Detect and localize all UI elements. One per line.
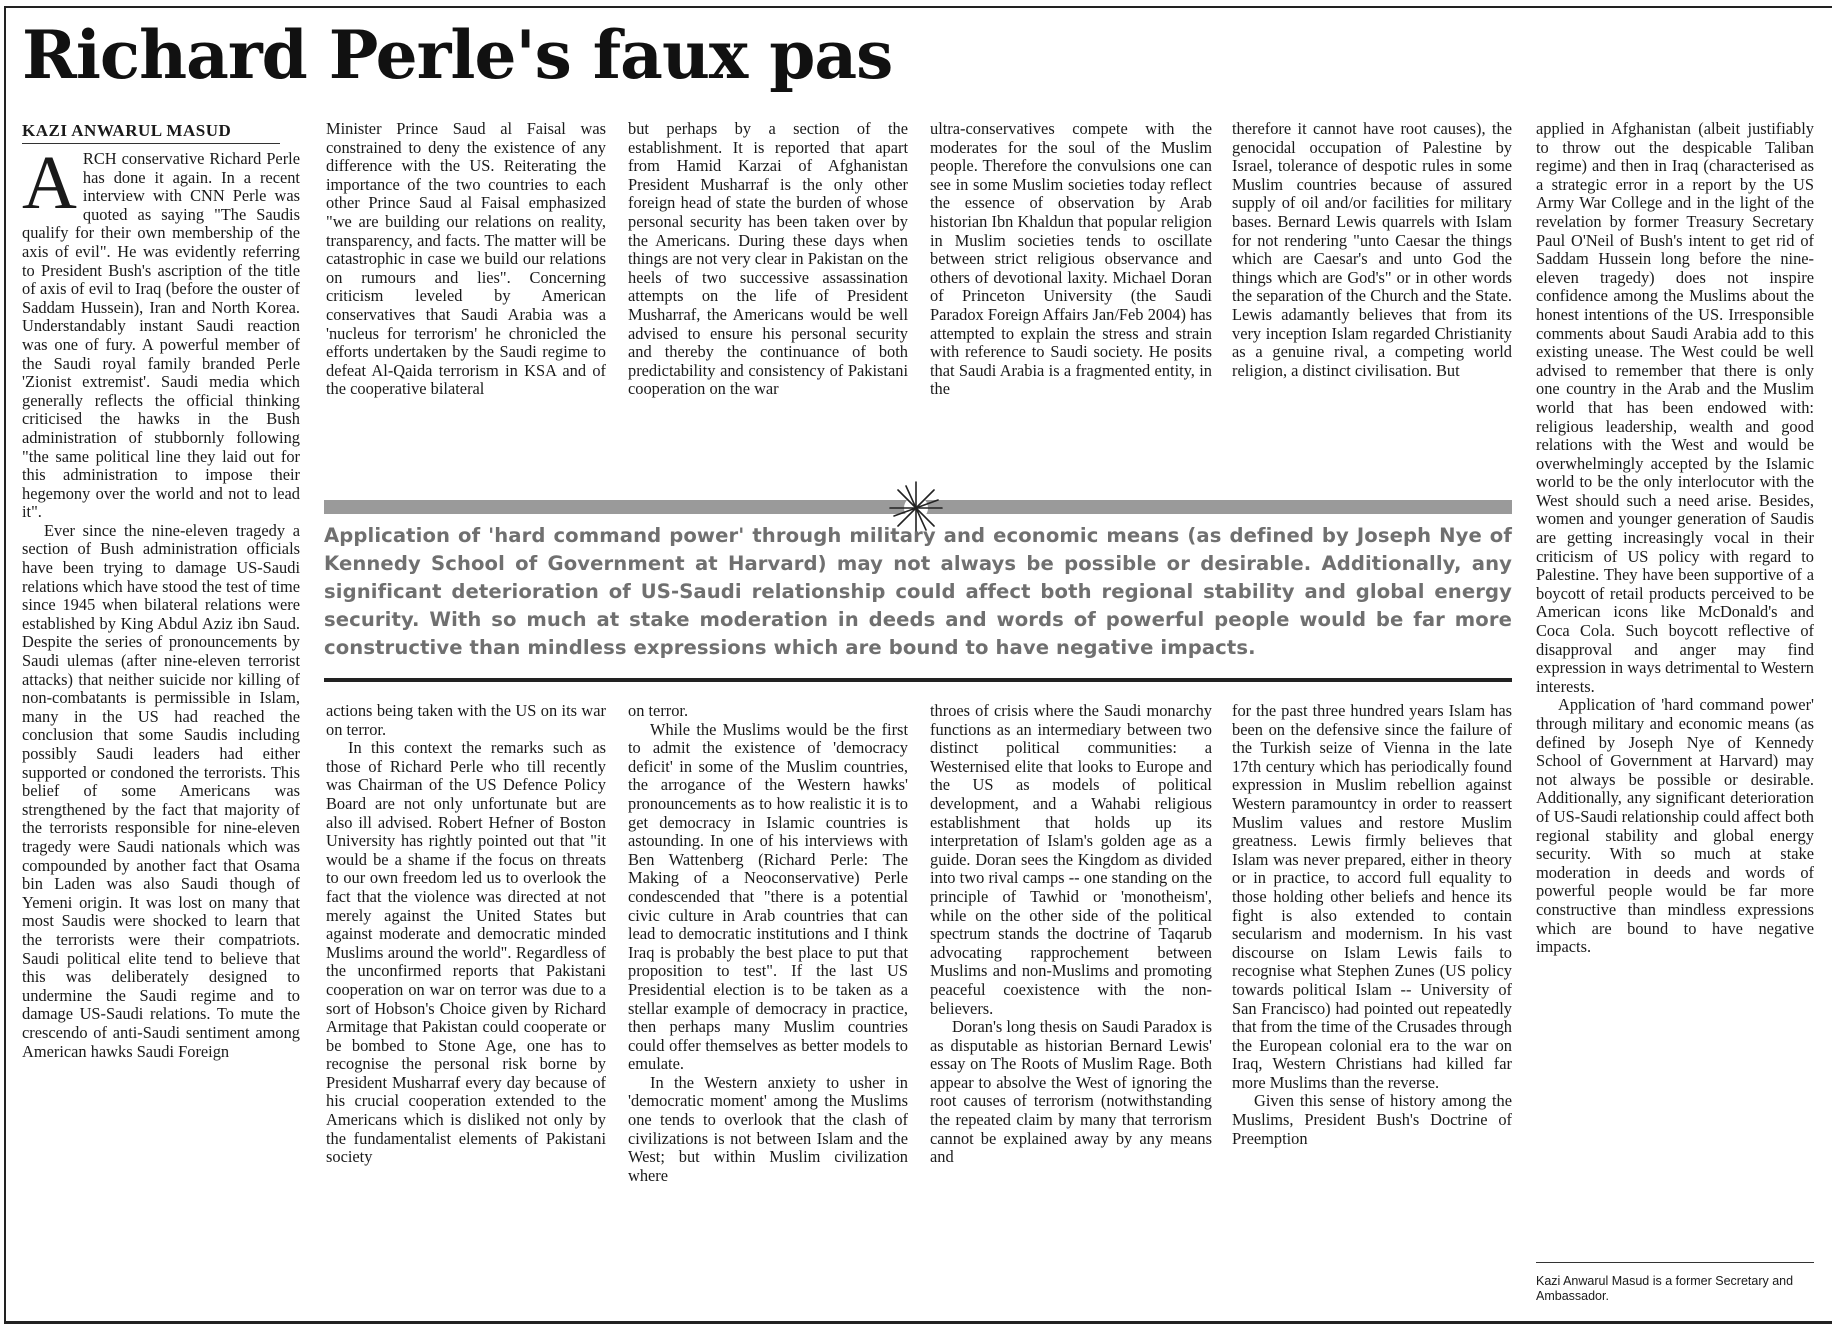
column-3-lower-paragraph: on terror.	[628, 701, 689, 720]
byline: KAZI ANWARUL MASUD	[22, 121, 280, 144]
column-5-lower-paragraph: for the past three hundred years Islam has been on the defensive since the failure of the Turkish seize of Vienna in the late 17th century which has periodically found expression in Muslim rebellion against Western paramountcy in order to reassert Muslim values and restore Muslim greatness. Lewis firmly believes that Islam was never prepared, either in theory or in practice, to accord full equality to those holding other beliefs and hence its fight is also extended to contain secularism and modernism. In his vast discourse on Islam Lewis fails to recognise what Stephen Zunes (US policy towards political Islam -- University of San Francisco) had pointed out repeatedly that from the time of the Crusades through the European colonial era to the war on Iraq, Western Christians had killed far more Muslims than the reverse.	[1232, 701, 1512, 1092]
column-2-upper	[326, 120, 606, 399]
column-4-upper	[930, 120, 1212, 399]
column-2-lower-paragraph: In this context the remarks such as those of Richard Perle who till recently was Chairman of the US Defence Policy Board are not only unfortunate but are also ill advised. Robert Hefner of Boston University has rightly pointed out that "it would be a shame if the focus on threats to our own freedom led us to overlook the fact that the violence was directed at not merely against the United States but against moderate and democratic minded Muslims around the world". Regardless of the unconfirmed reports that Pakistani cooperation on war on terror was due to a sort of Hobson's Choice given by Richard Armitage that Pakistan could cooperate or be bombed to Stone Age, one has to recognise the personal risk borne by President Musharraf every day because of his crucial cooperation extended to the Americans which is disliked not only by the fundamentalist elements of Pakistani society	[326, 738, 606, 1167]
pullquote-bottom-rule	[324, 678, 1512, 682]
drop-cap: A	[22, 141, 77, 225]
column-5-lower-paragraph: Given this sense of history among the Muslims, President Bush's Doctrine of Preemption	[1232, 1091, 1512, 1148]
column-5-upper-text: therefore it cannot have root causes), the genocidal occupation of Palestine by Israel, tolerance of despotic rules in some Muslim countries because of assured supply of oil and/or facilities for military bases. Bernard Lewis quarrels with Islam for not rendering "unto Caesar the things which are Caesar's and unto God the things which are God's" or in other words the separation of the Church and the State. Lewis adamantly believes that from its very inception Islam regarded Christianity as a genuine rival, a competing world religion, a distinct civilisation. But	[1232, 119, 1512, 380]
column-4-lower-paragraph: throes of crisis where the Saudi monarchy functions as an intermediary between two distinct political communities: a Westernised elite that looks to Europe and the US as models of political development, and a Wahabi religious establishment that holds up its interpretation of Islam's golden age as a guide. Doran sees the Kingdom as divided into two rival camps -- one standing on the principle of Tawhid or 'monotheism', while on the other side of the political spectrum stands the doctrine of Taqarub advocating rapprochement between Muslims and non-Muslims and promoting peaceful coexistence with the non-believers.	[930, 701, 1212, 1018]
column-3-lower-paragraph: In the Western anxiety to usher in 'democratic moment' among the Muslims one tends to overlook that the clash of civilizations is not between Islam and the West; but within Muslim civilization where	[628, 1072, 908, 1185]
column-6-paragraph: Application of 'hard command power' through military and economic means (as defined by Joseph Nye of Kennedy School of Government at Harvard) may not always be possible or desirable. Additionally, any significant deterioration of US-Saudi relationship could affect both regional stability and global energy security. With so much at stake moderation in deeds and words of powerful people would be far more constructive than mindless expressions which are bound to have negative impacts.	[1536, 695, 1814, 957]
column-3-lower	[628, 702, 908, 1185]
column-6-paragraph: applied in Afghanistan (albeit justifiably to throw out the despicable Taliban regime) and then in Iraq (characterised as a strategic error in a report by the US Army War College and in the light of the revelation by former Treasury Secretary Paul O'Neil of Bush's intent to get rid of Saddam Hussein long before the nine-eleven tragedy) does not inspire confidence among the Muslims about the honest intentions of the US. Irresponsible comments about Saudi Arabia add to this existing unease. The West could be well advised to remember that there is only one country in the Arab and the Muslim world that has been endowed with: religious leadership, wealth and good relations with the West and would be overwhelmingly accepted by the Islamic world to be the only interlocutor with the West should such a need arise. Besides, women and younger generation of Saudis are getting increasingly vocal in their criticism of US policy with regard to Palestine. They have been supportive of a boycott of retail products perceived to be American icons like McDonald's and Coca Cola. Such boycott reflective of disapproval and anger may find expression in ways detrimental to Western interests.	[1536, 119, 1814, 696]
column-2-upper-text: Minister Prince Saud al Faisal was constrained to deny the existence of any difference with the US. Reiterating the importance of the two countries to each other Prince Saud al Faisal emphasized "we are building our relations on reality, transparency, and facts. The matter will be catastrophic in case we build our relations on rumours and lies". Concerning criticism leveled by American conservatives that Saudi Arabia was a 'nucleus for terrorism' he chronicled the efforts undertaken by the Saudi regime to defeat Al-Qaida terrorism in KSA and of the cooperative bilateral	[326, 119, 606, 399]
top-border	[4, 6, 1832, 8]
column-3-lower-paragraph: While the Muslims would be the first to admit the existence of 'democracy deficit' in some of the Muslim countries, the arrogance of the Western hawks' pronouncements as to how realistic it is to get democracy in Islamic countries is astounding. In one of his interviews with Ben Wattenberg (Richard Perle: The Making of a Neoconservative) Perle condescended that "there is a potential civic culture in Arab countries that can lead to democratic institutions and I think Iraq is probably the best place to put that proposition to test". If the last US Presidential election is to be taken as a stellar example of democracy in practice, then perhaps many Muslim countries could offer themselves as better models to emulate.	[628, 719, 908, 1074]
column-4-upper-text: ultra-conservatives compete with the moderates for the soul of the Muslim people. Therefore the convulsions one can see in some Muslim societies today reflect the essence of observation by Arab historian Ibn Khaldun that popular religion in Muslim societies tends to oscillate between strict religious observance and others of devotional laxity. Michael Doran of Princeton University (the Saudi Paradox Foreign Affairs Jan/Feb 2004) has attempted to explain the stress and strain with reference to Saudi society. He posits that Saudi Arabia is a fragmented entity, in the	[930, 119, 1212, 399]
column-4-lower	[930, 702, 1212, 1167]
bottom-border	[4, 1321, 1832, 1324]
column-1	[22, 141, 300, 1061]
pull-quote: Application of 'hard command power' through military and economic means (as defined by Joseph Nye of Kennedy School of Government at Harvard) may not always be possible or desirable. Additionally, any significant deterioration of US-Saudi relationship could affect both regional stability and global energy security. With so much at stake moderation in deeds and words of powerful people would be far more constructive than mindless expressions which are bound to have negative impacts.	[324, 524, 1512, 659]
column-1-paragraph: Ever since the nine-eleven tragedy a section of Bush administration officials have been trying to damage US-Saudi relations which have stood the test of time since 1945 when bilateral relations were established by King Abdul Aziz ibn Saud. Despite the series of pronouncements by Saudi ulemas (after nine-eleven terrorist attacks) that neither suicide nor killing of non-combatants is permissible in Islam, many in the US had reached the conclusion that some Saudis including possibly Saudi leaders had either supported or condoned the terrorists. This belief of some Americans was strengthened by the fact that majority of the terrorists responsible for nine-eleven tragedy were Saudi nationals which was compounded by another fact that Osama bin Laden was also Saudi though of Yemeni origin. It was lost on many that most Saudis were shocked to learn that the terrorists were their compatriots. Saudi political elite tend to believe that this was deliberately designed to undermine the Saudi regime and to damage US-Saudi relations. To mute the crescendo of anti-Saudi sentiment among American hawks Saudi Foreign	[22, 520, 300, 1061]
left-border	[4, 6, 6, 1324]
column-2-lower-paragraph: actions being taken with the US on its war on terror.	[326, 701, 606, 739]
column-5-lower	[1232, 702, 1512, 1148]
footnote-rule	[1536, 1262, 1814, 1263]
column-3-upper	[628, 120, 908, 399]
column-4-lower-paragraph: Doran's long thesis on Saudi Paradox is as disputable as historian Bernard Lewis' essay on The Roots of Muslim Rage. Both appear to absolve the West of ignoring the root causes of terrorism (notwithstanding the repeated claim by many that terrorism cannot be explained away by any means and	[930, 1017, 1212, 1167]
column-5-upper	[1232, 120, 1512, 380]
article-headline: Richard Perle's faux pas	[22, 16, 893, 94]
column-3-upper-text: but perhaps by a section of the establishment. It is reported that apart from Hamid Karzai of Afghanistan President Musharraf is the only other foreign head of state the burden of whose personal security has been taken over by the Americans. During these days when things are not very clear in Pakistan on the heels of two successive assassination attempts on the life of President Musharraf, the Americans would be well advised to ensure his personal security and thereby the continuance of both predictability and consistency of Pakistani cooperation on the war	[628, 119, 908, 399]
author-footnote: Kazi Anwarul Masud is a former Secretary and Ambassador.	[1536, 1274, 1794, 1303]
column-2-lower	[326, 702, 606, 1167]
column-6	[1536, 120, 1814, 957]
column-1-paragraph: ARCH conservative Richard Perle has done it again. In a recent interview with CNN Perle was quoted as saying "The Saudis qualify for their own membership of the axis of evil". He was evidently referring to President Bush's ascription of the title of axis of evil to Iraq (before the ouster of Saddam Hussein), Iran and North Korea. Understandably instant Saudi reaction was one of fury. A powerful member of the Saudi royal family branded Perle 'Zionist extremist'. Saudi media which generally reflects the official thinking criticised the hawks in the Bush administration of stubbornly following "the same political line they laid out for this administration to impose their hegemony over the world and not to lead it".	[22, 141, 300, 522]
